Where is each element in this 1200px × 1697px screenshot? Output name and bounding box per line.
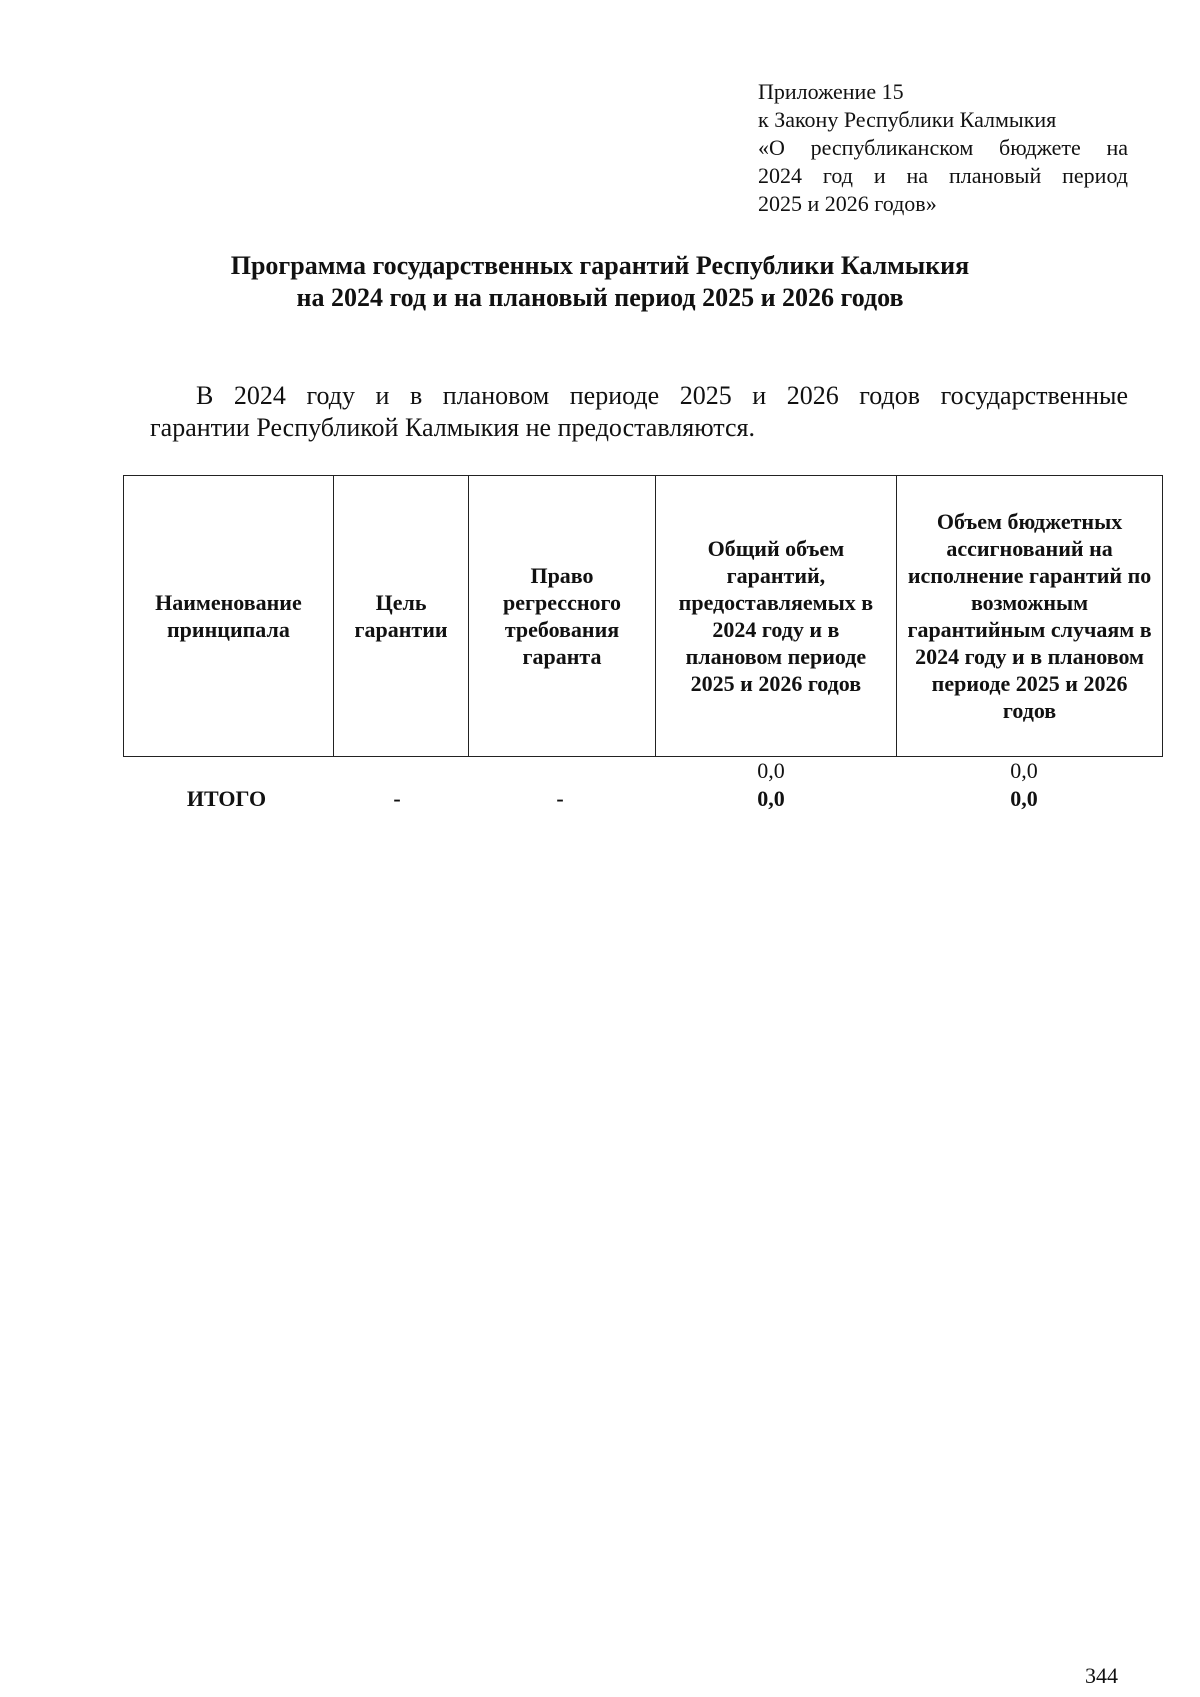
total-row-col4: 0,0	[757, 786, 785, 811]
appendix-line-2: к Закону Республики Калмыкия	[758, 107, 1057, 132]
appendix-line-5: 2025 и 2026 годов»	[758, 191, 937, 216]
header-guarantee-purpose: Цель гарантии	[333, 476, 468, 757]
appendix-line-3: «О республиканском бюджете на	[758, 135, 1128, 160]
column-4-values	[655, 757, 887, 813]
appendix-line-4: 2024 год и на плановый период	[758, 163, 1128, 188]
total-row-col2: -	[393, 786, 401, 811]
column-5-values	[890, 757, 1158, 813]
header-principal-name: Наименование принципала	[124, 476, 334, 757]
data-row-col4: 0,0	[757, 758, 785, 783]
guarantees-table	[123, 475, 1163, 757]
page-number: 344	[1085, 1663, 1118, 1688]
header-total-guarantees: Общий объем гарантий, предоставляемых в 2024 году и в плановом периоде 2025 и 2026 годов	[655, 476, 896, 757]
appendix-reference	[758, 78, 1128, 218]
data-row-col5: 0,0	[1010, 758, 1038, 783]
total-row-label: ИТОГО	[186, 786, 267, 811]
total-row-col3: -	[556, 786, 564, 811]
table-header-row	[124, 476, 1163, 757]
total-row-col5: 0,0	[1010, 786, 1038, 811]
body-paragraph	[150, 380, 1128, 444]
header-recourse-right: Право регрессного требования гаранта	[469, 476, 655, 757]
title-line-2: на 2024 год и на плановый период 2025 и 2026 годов	[296, 283, 904, 312]
appendix-line-1: Приложение 15	[758, 79, 904, 104]
document-title	[100, 250, 1100, 314]
title-line-1: Программа государственных гарантий Республики Калмыкия	[230, 251, 970, 280]
header-budget-allocations: Объем бюджетных ассигнований на исполнение гарантий по возможным гарантийным случаям в 2024 году и в плановом периоде 2025 и 2026 годов	[897, 476, 1163, 757]
paragraph-line-2: гарантии Республикой Калмыкия не предоставляются.	[150, 413, 755, 442]
paragraph-line-1: В 2024 году и в плановом периоде 2025 и 2026 годов государственные	[196, 381, 1128, 410]
